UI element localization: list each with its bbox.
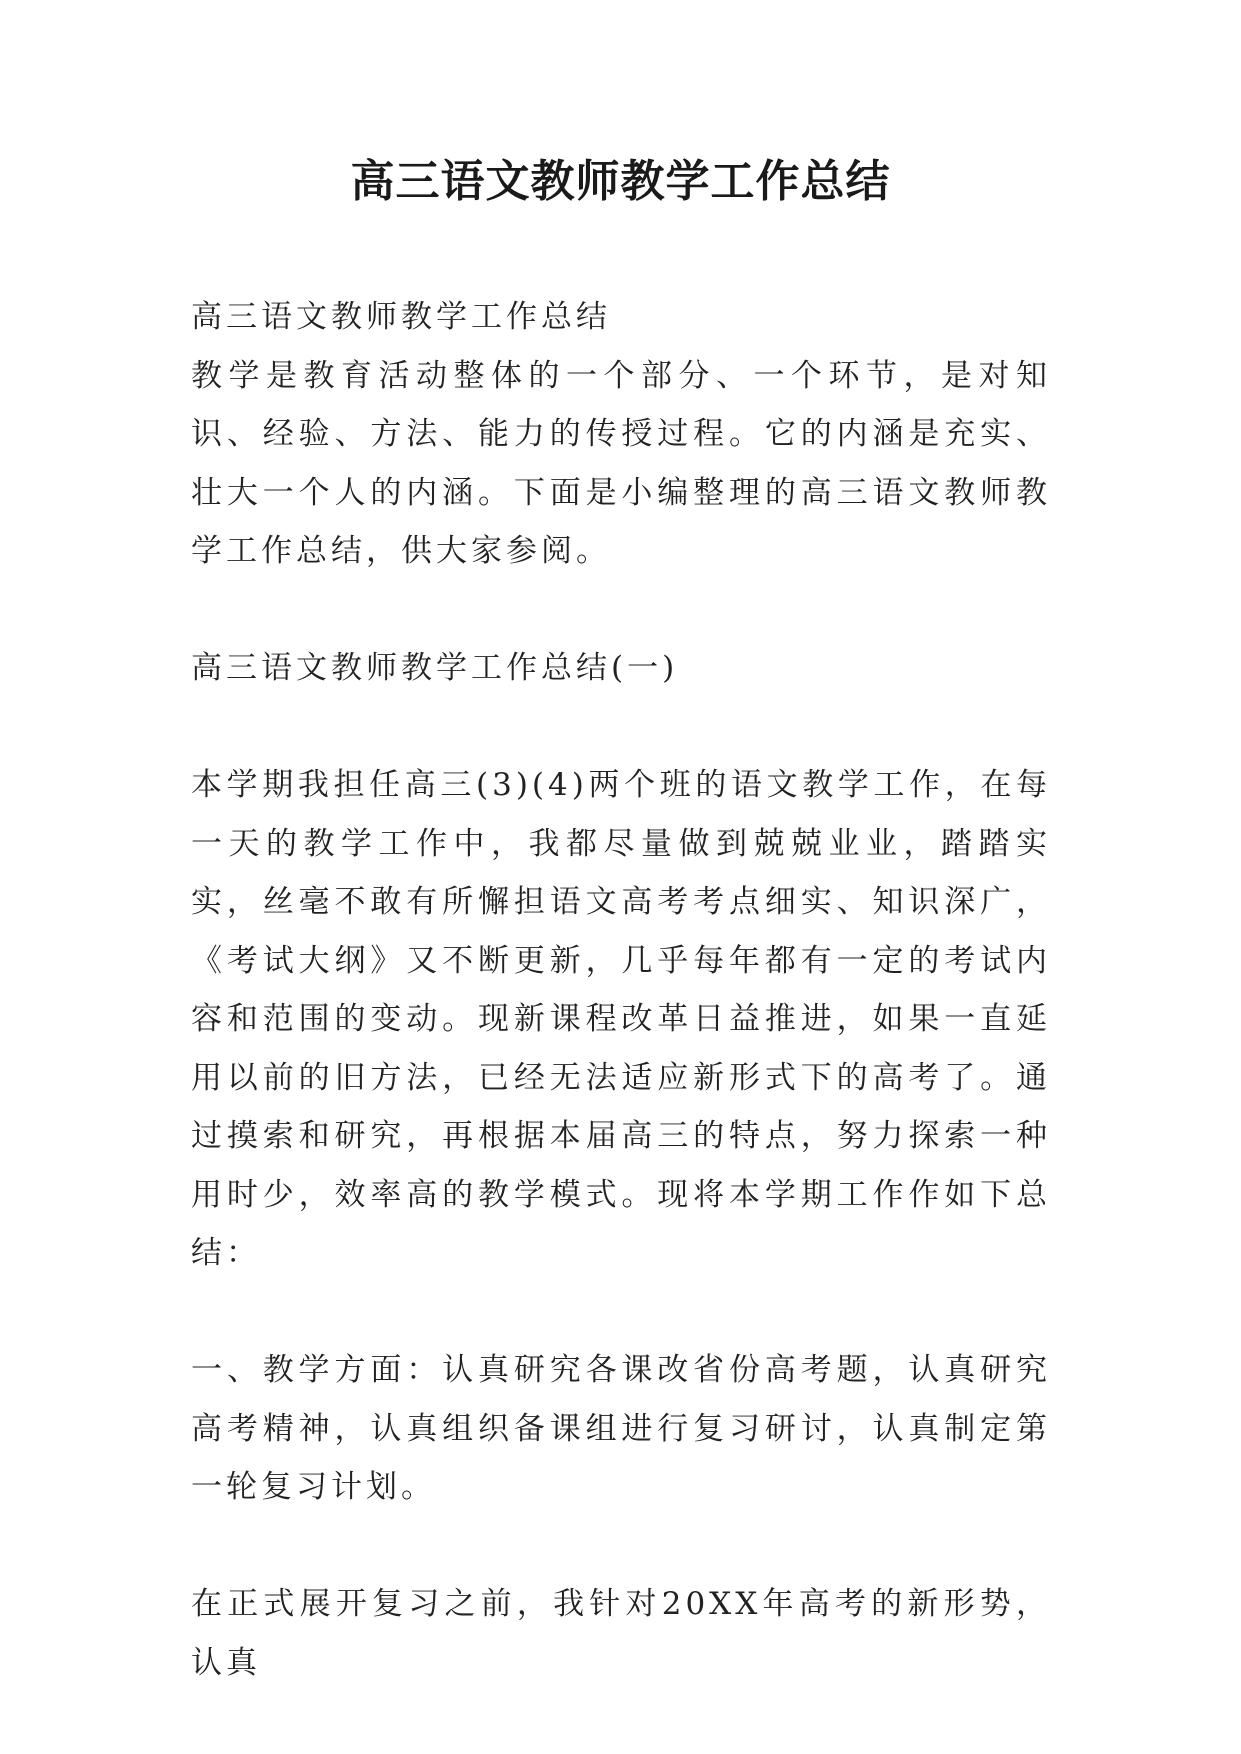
paragraph-spacer <box>191 581 1051 640</box>
paragraph-spacer <box>191 1283 1051 1342</box>
paragraph-spacer <box>191 1517 1051 1576</box>
document-body <box>191 288 1051 1692</box>
intro-paragraph: 教学是教育活动整体的一个部分、一个环节，是对知识、经验、方法、能力的传授过程。它的内涵是充实、壮大一个人的内涵。下面是小编整理的高三语文教师教学工作总结，供大家参阅。 <box>191 357 1051 569</box>
section-heading: 高三语文教师教学工作总结(一) <box>191 650 679 686</box>
body-paragraph: 一、教学方面：认真研究各课改省份高考题，认真研究高考精神，认真组织备课组进行复习研讨，认真制定第一轮复习计划。 <box>191 1352 1051 1505</box>
body-paragraph: 本学期我担任高三(3)(4)两个班的语文教学工作，在每一天的教学工作中，我都尽量做到兢兢业业，踏踏实实，丝毫不敢有所懈担语文高考考点细实、知识深广，《考试大纲》又不断更新，几乎每年都有一定的考试内容和范围的变动。现新课程改革日益推进，如果一直延用以前的旧方法，已经无法适应新形式下的高考了。通过摸索和研究，再根据本届高三的特点，努力探索一种用时少，效率高的教学模式。现将本学期工作作如下总结： <box>191 767 1051 1271</box>
paragraph-spacer <box>191 698 1051 757</box>
body-paragraph: 在正式展开复习之前，我针对20XX年高考的新形势，认真 <box>191 1586 1051 1681</box>
subtitle-paragraph: 高三语文教师教学工作总结 <box>191 299 611 335</box>
document-title: 高三语文教师教学工作总结 <box>350 156 891 207</box>
